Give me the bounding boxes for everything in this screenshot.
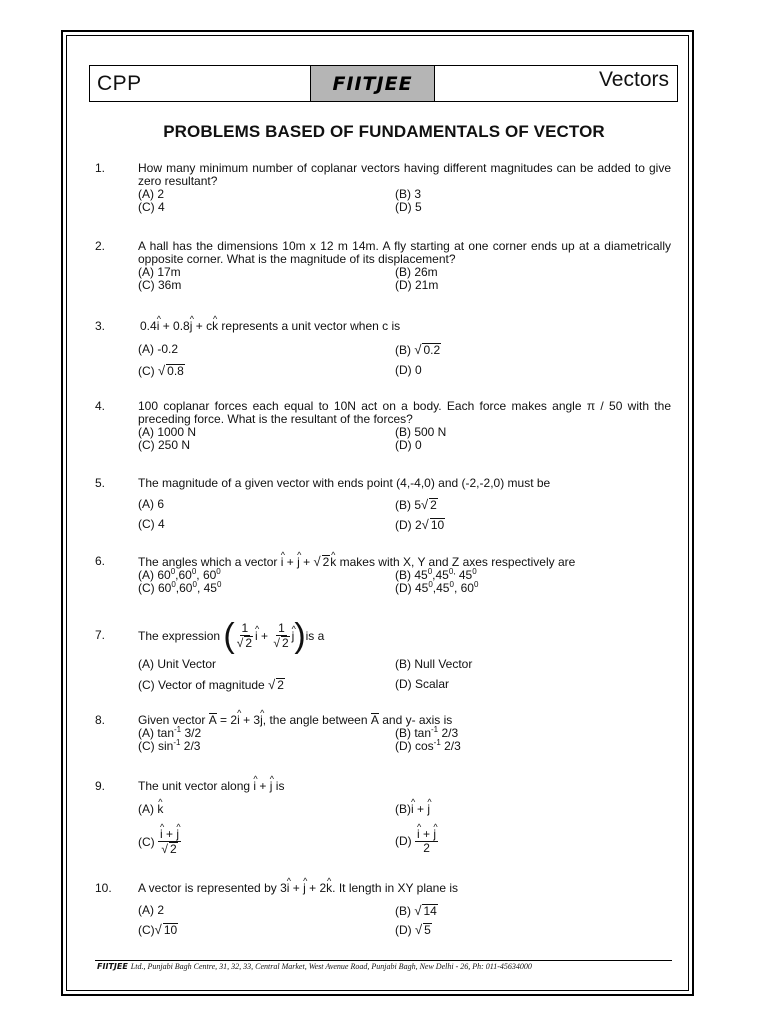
question-text: The angles which a vector ^ i + ^ j + √ 2^ k makes with X, Y and Z axes respectively are: [138, 555, 671, 569]
option-b: (B) √ 14: [395, 903, 437, 918]
footer-address: Ltd., Punjabi Bagh Centre, 31, 32, 33, Central Market, West Avenue Road, Punjabi Bagh, New Delhi - 26, Ph: 011-45634000: [130, 962, 532, 971]
option-b: (B) 5√ 2: [395, 497, 437, 512]
option-d: (D) Scalar: [395, 677, 450, 691]
question-text: 100 coplanar forces each equal to 10N act on a body. Each force makes angle π / 50 with the preceding force. What is the resultant of the forces?: [138, 399, 671, 426]
question-text: The expression ( $\frac{1}{√ 2}$ ^ i + $\frac{1}{√ 2}$ ^ j ) is a: [138, 617, 671, 655]
page-title: PROBLEMS BASED OF FUNDAMENTALS OF VECTOR: [163, 122, 605, 141]
question-number: 2.: [95, 239, 106, 253]
option-c: (C) 4: [138, 200, 165, 214]
option-b: (B) 26m: [395, 265, 438, 279]
option-b: (B) $\tan^{-1} 2/3$: [395, 725, 459, 740]
header-bar: [89, 65, 678, 102]
option-a: (A) 2: [138, 187, 165, 201]
option-d: (D) 2√ 10: [395, 517, 445, 532]
option-d: (D) ^ $\frac{i + \^{} j}{2}$: [395, 828, 438, 855]
option-a: (A) 2: [138, 903, 165, 917]
header-subject: Vectors: [598, 68, 669, 91]
fiitjee-logo: FIITJEE: [310, 66, 435, 101]
option-a: (A) -0.2: [138, 342, 179, 356]
option-a: (A) 1000 N: [138, 425, 197, 439]
option-c: (C) √ 0.8: [138, 363, 184, 378]
option-c: (C) 250 N: [138, 438, 191, 452]
option-b: (B) 3: [395, 187, 422, 201]
question-text: Given vector A = 2^ i + 3^ j, the angle between A and y- axis is: [138, 714, 671, 727]
option-b: (B) √ 0.2: [395, 342, 441, 357]
option-b: (B) $45^0,45^{0,}$ $45^0$: [395, 567, 477, 582]
question-number: 5.: [95, 476, 106, 490]
option-c: (C) 36m: [138, 278, 182, 292]
option-c: (C) Vector of magnitude √ 2: [138, 677, 284, 692]
option-a: (A) 17m: [138, 265, 181, 279]
option-b: (B) Null Vector: [395, 657, 473, 671]
option-d: (D) 0: [395, 363, 422, 377]
question-number: 3.: [95, 319, 106, 333]
option-a: (A) Unit Vector: [138, 657, 217, 671]
question-text: How many minimum number of coplanar vectors having different magnitudes can be added to give zero resultant?: [138, 161, 671, 188]
question-text: The unit vector along ^ i + ^ j is: [138, 780, 671, 793]
question-number: 10.: [95, 881, 112, 895]
question-number: 8.: [95, 713, 106, 727]
option-d: (D) 5: [395, 200, 422, 214]
option-b: (B)^ i + ^ j: [395, 803, 430, 816]
option-d: (D) $45^0,45^0$, $60^0$: [395, 580, 479, 595]
option-d: (D) 0: [395, 438, 422, 452]
question-text: The magnitude of a given vector with ends point (4,-4,0) and (-2,-2,0) must be: [138, 476, 551, 490]
option-a: (A) $60^0,60^0$, $60^0$: [138, 567, 221, 582]
question-number: 4.: [95, 399, 106, 413]
question-number: 7.: [95, 628, 106, 642]
footer: [97, 962, 672, 971]
question-number: 6.: [95, 554, 106, 568]
question-text: A hall has the dimensions 10m x 12 m 14m. A fly starting at one corner ends up at a diametrically opposite corner. What is the magnitude of its displacement?: [138, 239, 671, 266]
option-c: (C) ^ $\frac{i + \^{} j}{√ 2}$: [138, 828, 181, 856]
option-d: (D) $\cos^{-1} 2/3$: [395, 738, 461, 753]
option-d: (D) √ 5: [395, 922, 431, 937]
footer-logo: FIITJEE: [97, 962, 128, 971]
question-text: 0.4^ i + 0.8^ j + c^ k represents a unit vector when c is: [138, 320, 671, 333]
header-left-label: CPP: [97, 71, 142, 95]
option-a: (A) 6: [138, 497, 165, 511]
option-d: (D) 21m: [395, 278, 439, 292]
option-a: (A) ^ k: [138, 803, 163, 816]
option-c: (C) $\sin^{-1} 2/3$: [138, 738, 201, 753]
question-number: 1.: [95, 161, 106, 175]
option-c: (C) 4: [138, 517, 165, 531]
option-a: (A) $\tan^{-1} 3/2$: [138, 725, 202, 740]
question-text: A vector is represented by 3^ i + ^ j + 2^ k. It length in XY plane is: [138, 882, 671, 895]
footer-divider: [95, 960, 672, 961]
option-b: (B) 500 N: [395, 425, 447, 439]
question-number: 9.: [95, 779, 106, 793]
option-c: (C)√ 10: [138, 922, 178, 937]
option-c: (C) $60^0,60^0$, $45^0$: [138, 580, 222, 595]
